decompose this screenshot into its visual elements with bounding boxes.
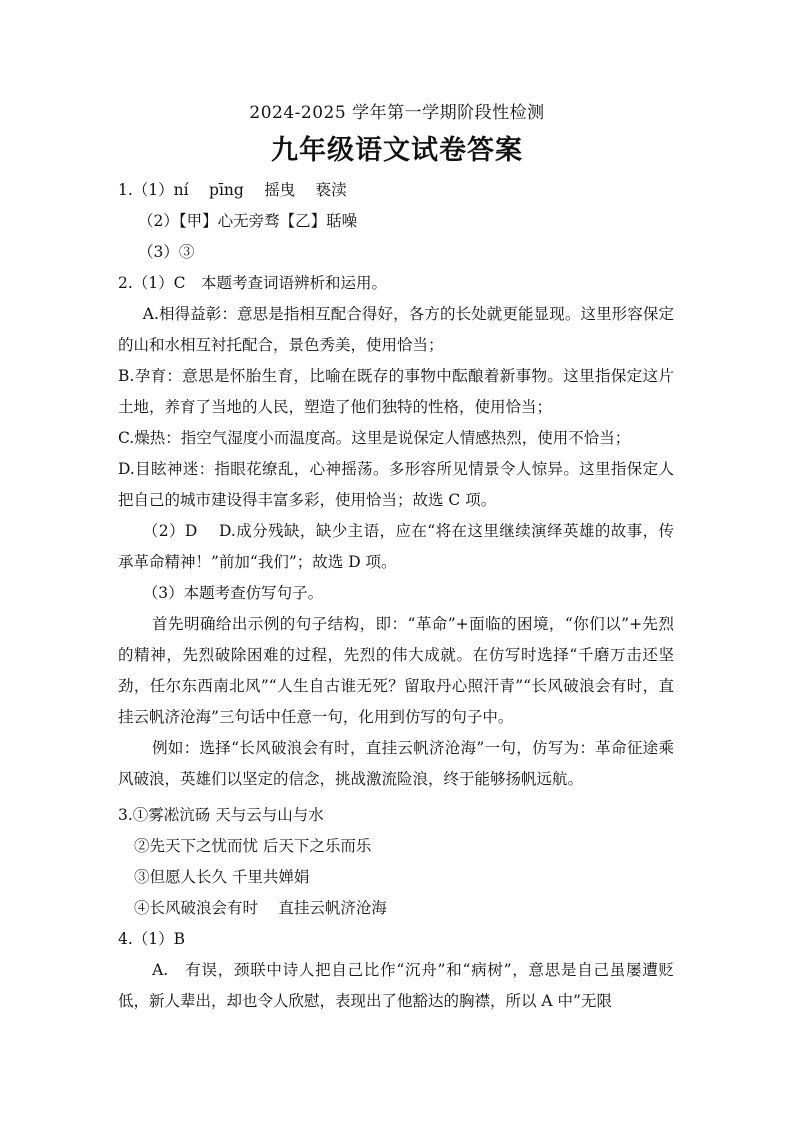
- q2-heading: 2.（1）C 本题考查词语辨析和运用。: [118, 274, 388, 292]
- q2-option-b: B.孕育：意思是怀胎生育，比喻在既存的事物中酝酿着新事物。这里指保定这片土地，养育了当地的人民，塑造了他们独特的性格，使用恰当；: [118, 367, 674, 416]
- q4-option-a: A. 有误，颈联中诗人把自己比作“沉舟”和“病树”，意思是自己虽屡遭贬低，新人辈出，却也令人欣慰，表现出了他豁达的胸襟，所以 A 中”无限: [118, 961, 674, 1010]
- q2-option-d: D.目眩神迷：指眼花缭乱，心神摇荡。多形容所见情景令人惊异。这里指保定人把自己的城市建设得丰富多彩，使用恰当；故选 C 项。: [118, 460, 674, 509]
- q3-line-1: 3.①雾凇沆砀 天与云与山与水: [118, 806, 324, 824]
- q1-line-3: （3）③: [138, 243, 195, 261]
- q2-option-c: C.燥热：指空气湿度小而温度高。这里是说保定人情感热烈，使用不恰当；: [118, 429, 631, 447]
- q1-line-1: 1.（1）ní pīng 摇曳 亵渎: [118, 181, 347, 199]
- q1-line-2: （2）【甲】心无旁骛【乙】聒噪: [138, 212, 358, 230]
- q2-part-3-explanation: 首先明确给出示例的句子结构，即：“革命”+面临的困境，“你们以”+先烈的精神，先烈破除困难的过程，先烈的伟大成就。在仿写时选择“千磨万击还坚劲，任尔东西南北风”“人生自古谁无死？留取丹心照汗青”“长风破浪会有时，直挂云帆济沧海”三句话中任意一句，化用到仿写的句子中。: [118, 615, 674, 726]
- q3-line-3: ③但愿人长久 千里共婵娟: [134, 868, 310, 886]
- q2-option-a: A.相得益彰：意思是指相互配合得好，各方的长处就更能显现。这里形容保定的山和水相互衬托配合，景色秀美，使用恰当；: [118, 305, 674, 354]
- q2-part-3-example: 例如：选择“长风破浪会有时，直挂云帆济沧海”一句，仿写为：革命征途乘风破浪，英雄们以坚定的信念，挑战激流险浪，终于能够扬帆远航。: [118, 739, 674, 788]
- q4-heading: 4.（1）B: [118, 930, 186, 948]
- q3-line-4: ④长风破浪会有时 直挂云帆济沧海: [134, 899, 387, 917]
- q3-line-2: ②先天下之忧而忧 后天下之乐而乐: [134, 837, 372, 855]
- exam-subtitle: 2024-2025 学年第一学期阶段性检测: [249, 103, 545, 123]
- exam-title: 九年级语文试卷答案: [271, 135, 523, 166]
- q2-part-3: （3）本题考查仿写句子。: [142, 584, 324, 602]
- q2-part-2: （2）D D.成分残缺，缺少主语，应在“将在这里继续演绎英雄的故事，传承革命精神！”前加“我们”；故选 D 项。: [118, 522, 674, 571]
